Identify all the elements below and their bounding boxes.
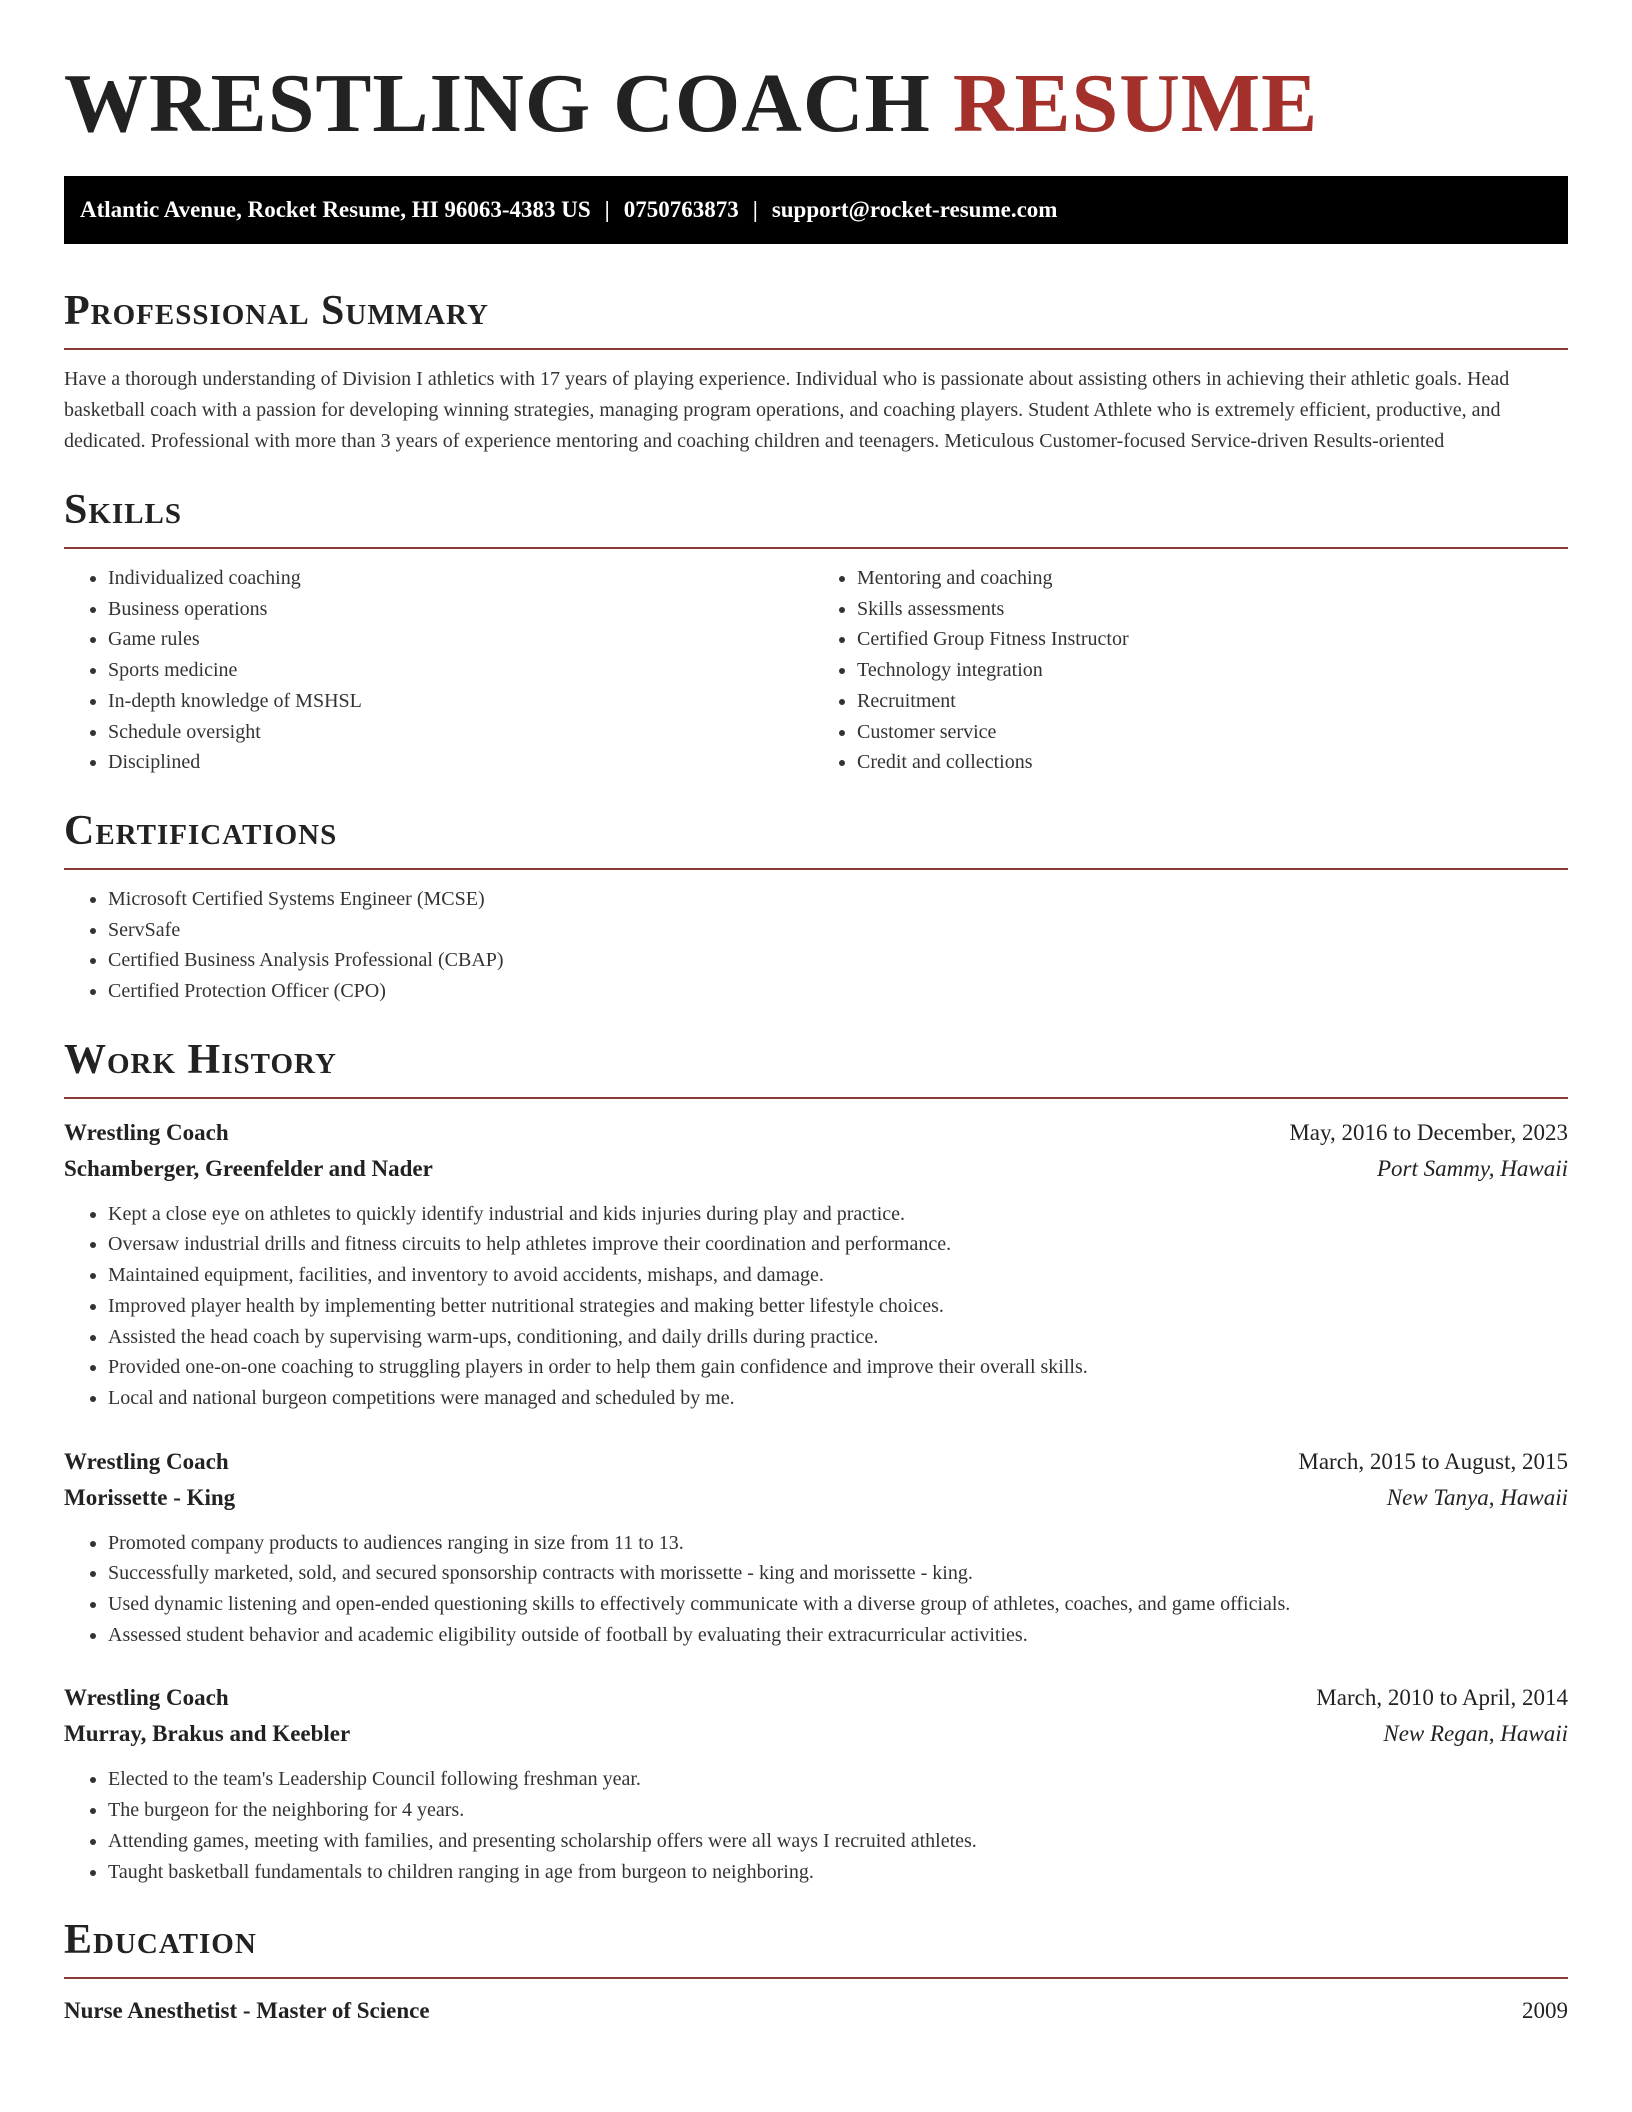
job-title: Wrestling Coach [64, 1685, 229, 1711]
job-company: Schamberger, Greenfelder and Nader [64, 1155, 433, 1181]
job-bullet: • Kept a close eye on athletes to quickly identify industrial and kids injuries during play and practice. [108, 1199, 1568, 1230]
education-heading: Education [64, 1917, 257, 1964]
skill-item: • Individualized coaching [108, 563, 819, 594]
title-main: WRESTLING COACH [64, 57, 931, 150]
job-bullet: • The burgeon for the neighboring for 4 years. [108, 1795, 1568, 1826]
job-bullet: • Taught basketball fundamentals to children ranging in age from burgeon to neighboring. [108, 1857, 1568, 1888]
job-location: Port Sammy, Hawaii [1376, 1155, 1568, 1181]
job-bullet: • Successfully marketed, sold, and secured sponsorship contracts with morissette - king and morissette - king. [108, 1558, 1568, 1589]
skill-item: • Technology integration [857, 655, 1568, 686]
job-bullet: • Oversaw industrial drills and fitness circuits to help athletes improve their coordination and performance. [108, 1229, 1568, 1260]
job-company: Morissette - King [64, 1484, 236, 1510]
job-entry [64, 1115, 1568, 1414]
skills-grid [64, 549, 1568, 778]
education-degree: Nurse Anesthetist - Master of Science [64, 1998, 430, 2024]
skill-item: • Skills assessments [857, 594, 1568, 625]
certification-item: • Microsoft Certified Systems Engineer (MCSE) [108, 884, 1568, 915]
job-location: New Regan, Hawaii [1383, 1721, 1568, 1747]
job-bullet: • Local and national burgeon competitions were managed and scheduled by me. [108, 1383, 1568, 1414]
skill-item: • Credit and collections [857, 747, 1568, 778]
job-bullets [64, 1199, 1568, 1414]
skills-section [64, 485, 1568, 778]
contact-separator: | [752, 197, 758, 222]
education-section [64, 1915, 1568, 2029]
certifications-list [64, 884, 1568, 1007]
education-entry [64, 1993, 1568, 2029]
certifications-section [64, 806, 1568, 1007]
job-dates: May, 2016 to December, 2023 [1289, 1119, 1568, 1145]
job-subheader [64, 1716, 1568, 1752]
job-bullets [64, 1764, 1568, 1887]
job-dates: March, 2010 to April, 2014 [1316, 1685, 1568, 1711]
skill-item: • Business operations [108, 594, 819, 625]
job-bullet: • Provided one-on-one coaching to struggling players in order to help them gain confidence and improve their overall skills. [108, 1352, 1568, 1383]
contact-phone: 0750763873 [623, 197, 739, 222]
job-header [64, 1444, 1568, 1480]
job-bullet: • Maintained equipment, facilities, and inventory to avoid accidents, mishaps, and damage. [108, 1260, 1568, 1291]
summary-section [64, 286, 1568, 457]
work-history-section [64, 1035, 1568, 1888]
certifications-heading: Certifications [64, 807, 338, 854]
skill-item: • In-depth knowledge of MSHSL [108, 686, 819, 717]
certification-item: • Certified Business Analysis Professional (CBAP) [108, 945, 1568, 976]
section-divider [64, 1097, 1568, 1099]
job-dates: March, 2015 to August, 2015 [1298, 1448, 1568, 1474]
skill-item: • Certified Group Fitness Instructor [857, 624, 1568, 655]
job-entry [64, 1444, 1568, 1651]
job-bullets [64, 1528, 1568, 1651]
job-subheader [64, 1480, 1568, 1516]
job-bullet: • Promoted company products to audiences ranging in size from 11 to 13. [108, 1528, 1568, 1559]
section-divider [64, 1977, 1568, 1979]
job-title: Wrestling Coach [64, 1448, 229, 1474]
section-divider [64, 348, 1568, 350]
job-bullet: • Elected to the team's Leadership Council following freshman year. [108, 1764, 1568, 1795]
contact-separator: | [604, 197, 610, 222]
job-bullet: • Attending games, meeting with families, and presenting scholarship offers were all ways I recruited athletes. [108, 1826, 1568, 1857]
title-accent: RESUME [952, 57, 1319, 150]
skill-item: • Mentoring and coaching [857, 563, 1568, 594]
work-history-heading: Work History [64, 1036, 337, 1083]
job-company: Murray, Brakus and Keebler [64, 1721, 351, 1747]
job-bullet: • Improved player health by implementing better nutritional strategies and making better lifestyle choices. [108, 1291, 1568, 1322]
skill-item: • Sports medicine [108, 655, 819, 686]
contact-bar [64, 176, 1568, 244]
job-entry [64, 1680, 1568, 1887]
job-subheader [64, 1151, 1568, 1187]
job-header [64, 1115, 1568, 1151]
resume-title [64, 0, 1568, 176]
job-bullet: • Assisted the head coach by supervising warm-ups, conditioning, and daily drills during practice. [108, 1322, 1568, 1353]
job-bullet: • Used dynamic listening and open-ended questioning skills to effectively communicate with a diverse group of athletes, coaches, and game officials. [108, 1589, 1568, 1620]
skill-item: • Recruitment [857, 686, 1568, 717]
certification-item: • ServSafe [108, 915, 1568, 946]
job-header [64, 1680, 1568, 1716]
certification-item: • Certified Protection Officer (CPO) [108, 976, 1568, 1007]
education-year: 2009 [1522, 1998, 1568, 2024]
section-divider [64, 868, 1568, 870]
summary-heading: Professional Summary [64, 288, 489, 334]
skill-item: • Schedule oversight [108, 717, 819, 748]
skills-heading: Skills [64, 487, 183, 533]
job-location: New Tanya, Hawaii [1386, 1484, 1568, 1510]
summary-text: Have a thorough understanding of Division I athletics with 17 years of playing experience. Individual who is passionate about assisting others in achieving their athletic goals. Head basketball coach with a passion for developing winning strategies, managing program operations, and coaching players. Student Athlete who is extremely efficient, productive, and dedicated. Professional with more than 3 years of experience mentoring and coaching children and teenagers. Meticulous Customer-focused Service-driven Results-oriented [64, 368, 1510, 452]
contact-email: support@rocket-resume.com [771, 197, 1058, 222]
contact-address: Atlantic Avenue, Rocket Resume, HI 96063-4383 US [80, 197, 591, 222]
skill-item: • Game rules [108, 624, 819, 655]
skill-item: • Customer service [857, 717, 1568, 748]
skills-column-1 [64, 563, 819, 778]
job-bullet: • Assessed student behavior and academic eligibility outside of football by evaluating their extracurricular activities. [108, 1620, 1568, 1651]
job-title: Wrestling Coach [64, 1119, 229, 1145]
skills-column-2 [819, 563, 1568, 778]
skill-item: • Disciplined [108, 747, 819, 778]
